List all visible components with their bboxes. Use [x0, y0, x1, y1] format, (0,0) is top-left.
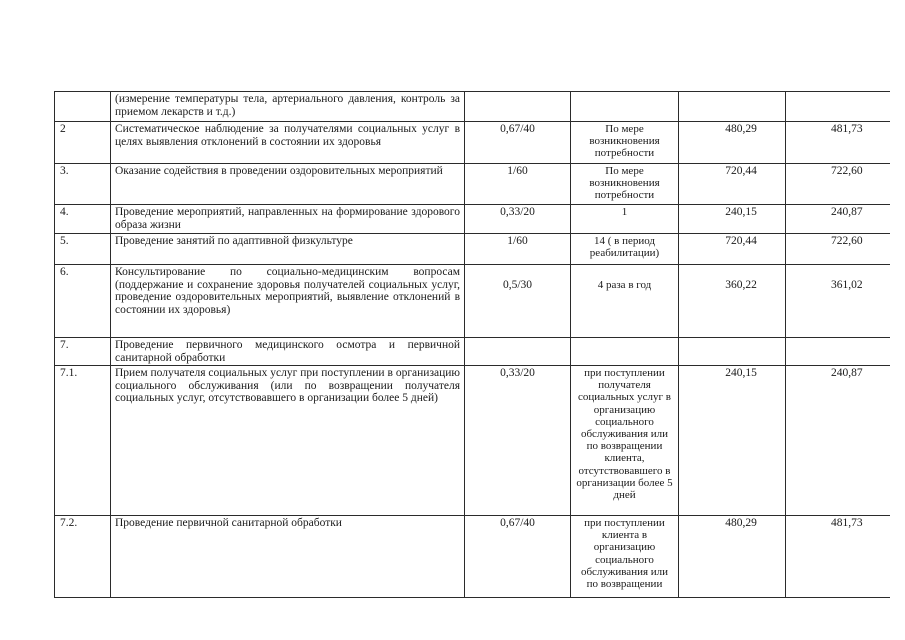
- table-row: [55, 122, 890, 164]
- price-1: 720,44: [679, 234, 786, 265]
- service-name: Проведение мероприятий, направленных на формирование здорового образа жизни: [111, 205, 465, 234]
- table-row: [55, 164, 890, 205]
- row-number: 7.: [55, 338, 111, 366]
- time-norm: 0,33/20: [465, 205, 571, 234]
- service-name: Проведение первичной санитарной обработки: [111, 516, 465, 598]
- frequency: [571, 92, 679, 122]
- time-norm: 0,33/20: [465, 366, 571, 516]
- table-row: [55, 516, 890, 598]
- price-2: [786, 338, 890, 366]
- services-table: [54, 91, 890, 598]
- row-number: 3.: [55, 164, 111, 205]
- table-row: [55, 338, 890, 366]
- row-number: 2: [55, 122, 111, 164]
- time-norm: [465, 92, 571, 122]
- service-name: Консультирование по социально-медицинским вопросам (поддержание и сохранение здоровья получателей социальных услуг, проведение оздоровительных мероприятий, выявление отклонений в состоянии их здоровья): [111, 265, 465, 338]
- row-number: [55, 92, 111, 122]
- price-1: 480,29: [679, 516, 786, 598]
- service-name: (измерение температуры тела, артериального давления, контроль за приемом лекарств и т.д.): [111, 92, 465, 122]
- time-norm: 0,67/40: [465, 122, 571, 164]
- frequency: 4 раза в год: [571, 265, 679, 338]
- table-row: [55, 92, 890, 122]
- price-1: 240,15: [679, 205, 786, 234]
- price-2: 481,73: [786, 122, 890, 164]
- frequency: По мере возникновения потребности: [571, 164, 679, 205]
- table-row: [55, 265, 890, 338]
- price-2: 240,87: [786, 205, 890, 234]
- service-name: Проведение первичного медицинского осмотра и первичной санитарной обработки: [111, 338, 465, 366]
- row-number: 6.: [55, 265, 111, 338]
- time-norm: 1/60: [465, 234, 571, 265]
- frequency: при поступлении получателя социальных услуг в организацию социального обслуживания или по возвращении клиента, отсутствовавшего в организации более 5 дней: [571, 366, 679, 516]
- price-1: [679, 92, 786, 122]
- frequency: 1: [571, 205, 679, 234]
- price-1: 720,44: [679, 164, 786, 205]
- price-2: [786, 92, 890, 122]
- price-2: 722,60: [786, 234, 890, 265]
- table-row: [55, 234, 890, 265]
- price-2: 361,02: [786, 265, 890, 338]
- service-name: Прием получателя социальных услуг при поступлении в организацию социального обслуживания (или по возвращении получателя социальных услуг, отсутствовавшего в организации более 5 дней): [111, 366, 465, 516]
- frequency: 14 ( в период реабилитации): [571, 234, 679, 265]
- table-row: [55, 366, 890, 516]
- price-1: 240,15: [679, 366, 786, 516]
- price-2: 722,60: [786, 164, 890, 205]
- price-1: [679, 338, 786, 366]
- service-name: Проведение занятий по адаптивной физкультуре: [111, 234, 465, 265]
- service-name: Систематическое наблюдение за получателями социальных услуг в целях выявления отклонений в состоянии их здоровья: [111, 122, 465, 164]
- row-number: 7.1.: [55, 366, 111, 516]
- price-1: 480,29: [679, 122, 786, 164]
- time-norm: 0,5/30: [465, 265, 571, 338]
- row-number: 5.: [55, 234, 111, 265]
- time-norm: 1/60: [465, 164, 571, 205]
- row-number: 7.2.: [55, 516, 111, 598]
- table-row: [55, 205, 890, 234]
- frequency: По мере возникновения потребности: [571, 122, 679, 164]
- service-name: Оказание содействия в проведении оздоровительных мероприятий: [111, 164, 465, 205]
- frequency: [571, 338, 679, 366]
- time-norm: 0,67/40: [465, 516, 571, 598]
- time-norm: [465, 338, 571, 366]
- price-1: 360,22: [679, 265, 786, 338]
- price-2: 240,87: [786, 366, 890, 516]
- row-number: 4.: [55, 205, 111, 234]
- frequency: при поступлении клиента в организацию социального обслуживания или по возвращении: [571, 516, 679, 598]
- price-2: 481,73: [786, 516, 890, 598]
